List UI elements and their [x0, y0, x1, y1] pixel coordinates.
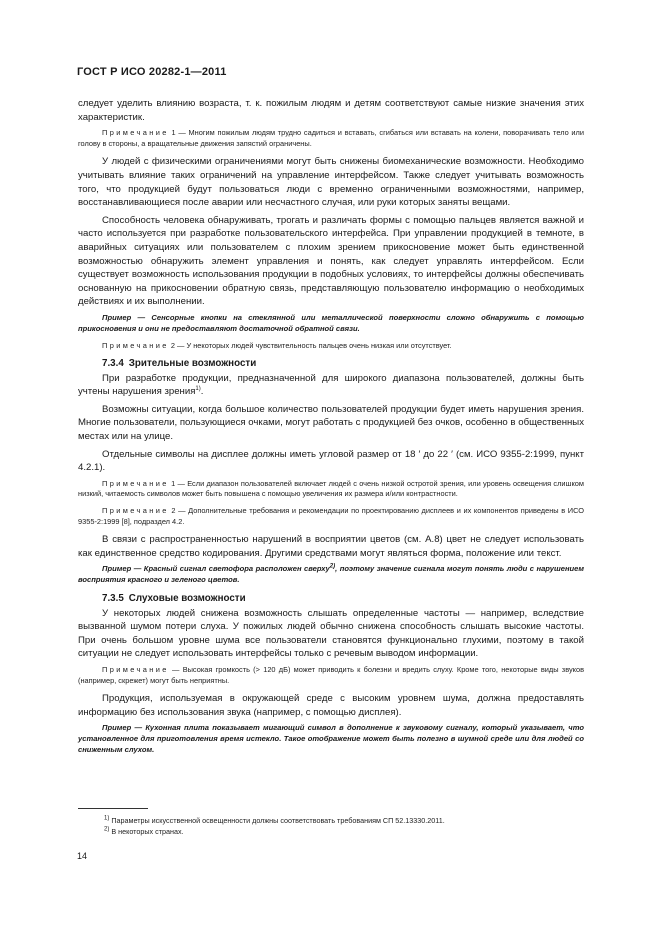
document-header: ГОСТ Р ИСО 20282-1—2011	[77, 66, 227, 78]
section-number: 7.3.4	[102, 358, 124, 370]
example: Пример — Сенсорные кнопки на стеклянной или металлической поверхности сложно обнаружить с помощью прикосновения и они не предоставляют достаточной обратной связи.	[78, 312, 584, 333]
example: Пример — Кухонная плита показывает мигающий символ в дополнение к звуковому сигналу, который указывает, что установленное для приготовления время истекло. Такое отображение может быть полезно в шумной среде или для людей со сниженным слухом.	[78, 723, 584, 754]
note	[78, 341, 584, 352]
paragraph: Способность человека обнаруживать, трогать и различать формы с помощью пальцев является важной и часто используется при разработке пользовательского интерфейса. При управлении продукцией в темноте, в аварийных ситуациях или пользователем с плохим зрением прикосновение может быть единственной возможностью обнаружить элемент управления и понять, как следует управлять интерфейсом. Если существует возможность использования продукции в подобных условиях, то интерфейсы должны обеспечивать основанную на прикосновении обратную связь, представляющую пользователю информацию о необходимых действиях и их выполнении.	[78, 214, 584, 308]
section-number: 7.3.5	[102, 593, 124, 604]
section-title: Слуховые возможности	[128, 593, 246, 604]
paragraph-end: .	[200, 386, 204, 398]
note-label: Примечание	[102, 340, 169, 350]
note-text: — Высокая громкость (> 120 дБ) может приводить к болезни и вредить слуху. Кроме того, некоторые виды звуков (например, скрежет) могут быть неприятны.	[78, 664, 585, 685]
paragraph: В связи с распространенностью нарушений в восприятии цветов (см. А.8) цвет не следует использовать как единственное средство кодирования. Другими средствами могут являться форма, положение или текст.	[78, 534, 584, 559]
note	[78, 506, 584, 527]
footnote-ref: 2)	[329, 563, 336, 570]
example-text: Пример — Красный сигнал светофора расположен сверху	[102, 564, 330, 574]
paragraph: следует уделить влиянию возраста, т. к. пожилым людям и детям соответствуют самые низкие значения этих характеристик.	[78, 98, 584, 123]
footnote-divider	[78, 808, 148, 809]
section-heading	[78, 592, 584, 606]
footnote-text: В некоторых странах.	[111, 827, 184, 836]
note-text: 1 — Многим пожилым людям трудно садиться и вставать, сгибаться или вставать на колени, поворачивать тело или голову в стороны, а вращательные движения запястий ограничены.	[78, 128, 584, 148]
footnote-mark: 1)	[104, 815, 110, 822]
paragraph-text: При разработке продукции, предназначенной для широкого диапазона пользователей, должны быть учтены нарушения зрения	[78, 372, 584, 398]
footnote-text: Параметры искусственной освещенности должны соответствовать требованиям СП 52.13330.2011.	[111, 816, 445, 825]
paragraph: У некоторых людей снижена возможность слышать определенные частоты — например, вследствие вызванной шумом потери слуха. У пожилых людей обычно снижена способность слышать высокие частоты. При очень большом уровне шума все пользователи становятся функционально глухими, поэтому в такой ситуации не следует использовать интерфейсы только с речевым выводом информации.	[78, 607, 584, 660]
note-label: Примечание	[102, 128, 169, 138]
note-text: 2 — У некоторых людей чувствительность пальцев очень низкая или отсутствует.	[170, 340, 452, 350]
paragraph: У людей с физическими ограничениями могут быть снижены биомеханические возможности. Необходимо учитывать влияние таких ограничений на управление интерфейсом. Также следует учитывать возможность того, что продукцией будут пользоваться люди с временно ограниченными возможностями, например, восстанавливающиеся после аварии или несчастного случая, или руки которых заняты вещами.	[78, 156, 584, 209]
footnote	[104, 826, 584, 837]
section-heading	[78, 357, 584, 371]
note	[78, 665, 584, 686]
note-label: Примечание	[102, 478, 169, 488]
note-text: 2 — Дополнительные требования и рекомендации по проектированию дисплеев и их компонентов приведены в ИСО 9355-2:1999 [8], подраздел 4.2.	[78, 506, 584, 526]
paragraph: Возможны ситуации, когда большое количество пользователей продукции будет иметь нарушения зрения. Многие пользователи, пользующиеся очками, могут работать с продукцией без очков, особенно в общественных местах или на улице.	[78, 403, 584, 443]
note	[78, 128, 584, 149]
note	[78, 479, 584, 500]
footnote-ref: 1)	[195, 386, 201, 393]
document-body	[78, 97, 584, 762]
paragraph	[78, 372, 584, 399]
footnote-mark: 2)	[104, 826, 110, 833]
footnote	[104, 815, 584, 826]
example	[78, 564, 584, 586]
note-label: Примечание	[102, 506, 169, 516]
footnotes	[104, 815, 584, 837]
page-number: 14	[77, 851, 88, 861]
paragraph: Отдельные символы на дисплее должны иметь угловой размер от 18 ′ до 22 ′ (см. ИСО 9355-2:1999, пункт 4.2.1).	[78, 448, 584, 474]
section-title: Зрительные возможности	[128, 358, 257, 370]
note-text: 1 — Если диапазон пользователей включает людей с очень низкой остротой зрения, или уровень освещения слишком низкий, читаемость символов может быть повышена с помощью увеличения их размера и/или контрастности.	[78, 478, 584, 499]
paragraph: Продукция, используемая в окружающей среде с высоким уровнем шума, должна предоставлять информацию без использования звука (например, с помощью дисплея).	[78, 693, 584, 718]
note-label: Примечание	[102, 664, 169, 674]
example-text-cont: , поэтому значение сигнала могут понять люди с нарушением восприятия красного и зеленого цветов.	[78, 564, 585, 585]
